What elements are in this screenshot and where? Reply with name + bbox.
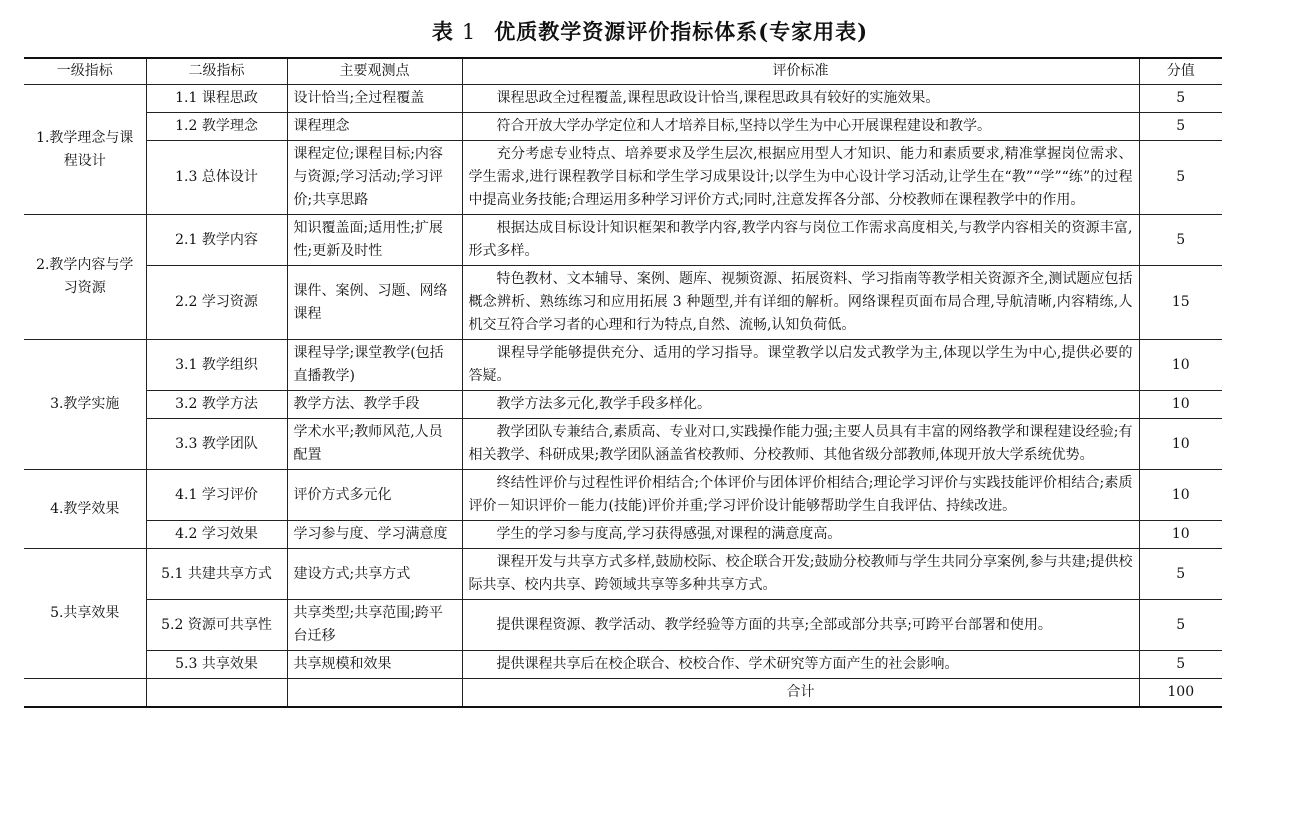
level2-cell: 4.1 学习评价 <box>146 470 287 521</box>
criteria-text: 根据达成目标设计知识框架和教学内容,教学内容与岗位工作需求高度相关,与教学内容相关的资源丰富,形式多样。 <box>468 220 1133 259</box>
level1-cell: 5.共享效果 <box>24 549 146 679</box>
criteria-cell <box>462 215 1139 266</box>
criteria-cell <box>462 141 1139 215</box>
score-cell: 10 <box>1139 419 1222 470</box>
criteria-text: 课程导学能够提供充分、适用的学习指导。课堂教学以启发式教学为主,体现以学生为中心,提供必要的答疑。 <box>468 345 1133 384</box>
criteria-text: 课程开发与共享方式多样,鼓励校际、校企联合开发;鼓励分校教师与学生共同分享案例,参与共建;提供校际共享、校内共享、跨领域共享等多种共享方式。 <box>468 554 1133 593</box>
observation-cell: 学术水平;教师风范,人员配置 <box>287 419 462 470</box>
score-cell: 10 <box>1139 470 1222 521</box>
criteria-cell <box>462 340 1139 391</box>
table-title-label: 表 <box>431 19 454 44</box>
table-title <box>0 16 1300 46</box>
criteria-text: 提供课程资源、教学活动、教学经验等方面的共享;全部或部分共享;可跨平台部署和使用。 <box>496 616 1052 633</box>
header-score: 分值 <box>1139 58 1222 85</box>
level1-cell: 1.教学理念与课程设计 <box>24 85 146 215</box>
score-cell: 5 <box>1139 651 1222 679</box>
observation-cell: 建设方式;共享方式 <box>287 549 462 600</box>
level2-cell: 3.2 教学方法 <box>146 391 287 419</box>
table-row <box>24 141 1222 215</box>
level1-cell: 3.教学实施 <box>24 340 146 470</box>
total-score: 100 <box>1139 679 1222 708</box>
total-label: 合计 <box>462 679 1139 708</box>
level2-cell: 3.1 教学组织 <box>146 340 287 391</box>
header-row <box>24 58 1222 85</box>
table-row <box>24 470 1222 521</box>
criteria-cell <box>462 651 1139 679</box>
level2-cell: 1.2 教学理念 <box>146 113 287 141</box>
score-cell: 5 <box>1139 600 1222 651</box>
table-row <box>24 340 1222 391</box>
level2-cell: 5.2 资源可共享性 <box>146 600 287 651</box>
criteria-text: 教学团队专兼结合,素质高、专业对口,实践操作能力强;主要人员具有丰富的网络教学和课程建设经验;有相关教学、科研成果;教学团队涵盖省校教师、分校教师、其他省级分部教师,体现开放大学系统优势。 <box>468 424 1133 463</box>
criteria-text: 充分考虑专业特点、培养要求及学生层次,根据应用型人才知识、能力和素质要求,精准掌握岗位需求、学生需求,进行课程教学目标和学生学习成果设计;以学生为中心设计学习活动,让学生在“教”“学”“练”的过程中提高业务技能;合理运用多种学习评价方式;同时,注意发挥各分部、分校教师在课程教学中的作用。 <box>468 146 1133 208</box>
level2-cell: 4.2 学习效果 <box>146 521 287 549</box>
level2-cell: 5.3 共享效果 <box>146 651 287 679</box>
table-row <box>24 266 1222 340</box>
table-row <box>24 85 1222 113</box>
score-cell: 10 <box>1139 521 1222 549</box>
criteria-cell <box>462 85 1139 113</box>
observation-cell: 课件、案例、习题、网络课程 <box>287 266 462 340</box>
level2-cell: 1.3 总体设计 <box>146 141 287 215</box>
criteria-text: 提供课程共享后在校企联合、校校合作、学术研究等方面产生的社会影响。 <box>496 656 959 672</box>
criteria-cell <box>462 600 1139 651</box>
observation-cell: 共享类型;共享范围;跨平台迁移 <box>287 600 462 651</box>
table-row <box>24 113 1222 141</box>
level2-cell: 2.1 教学内容 <box>146 215 287 266</box>
total-empty-cell <box>24 679 146 708</box>
criteria-cell <box>462 549 1139 600</box>
table-row <box>24 549 1222 600</box>
observation-cell: 学习参与度、学习满意度 <box>287 521 462 549</box>
criteria-text: 符合开放大学办学定位和人才培养目标,坚持以学生为中心开展课程建设和教学。 <box>496 118 991 134</box>
observation-cell: 设计恰当;全过程覆盖 <box>287 85 462 113</box>
level1-cell: 2.教学内容与学习资源 <box>24 215 146 340</box>
table-row <box>24 651 1222 679</box>
criteria-text: 特色教材、文本辅导、案例、题库、视频资源、拓展资料、学习指南等教学相关资源齐全,测试题应包括概念辨析、熟练练习和应用拓展 3 种题型,并有详细的解析。网络课程页面布局合理,导航清晰,内容精练,人机交互符合学习者的心理和行为特点,自然、流畅,认知负荷低。 <box>468 271 1133 333</box>
criteria-cell <box>462 521 1139 549</box>
table-title-number: 1 <box>461 20 477 44</box>
level2-cell: 5.1 共建共享方式 <box>146 549 287 600</box>
score-cell: 5 <box>1139 85 1222 113</box>
score-cell: 10 <box>1139 340 1222 391</box>
criteria-cell <box>462 266 1139 340</box>
criteria-text: 课程思政全过程覆盖,课程思政设计恰当,课程思政具有较好的实施效果。 <box>496 90 940 106</box>
score-cell: 5 <box>1139 141 1222 215</box>
criteria-cell <box>462 470 1139 521</box>
criteria-text: 学生的学习参与度高,学习获得感强,对课程的满意度高。 <box>496 526 842 542</box>
observation-cell: 课程理念 <box>287 113 462 141</box>
observation-cell: 教学方法、教学手段 <box>287 391 462 419</box>
score-cell: 15 <box>1139 266 1222 340</box>
total-row <box>24 679 1222 708</box>
table-row <box>24 521 1222 549</box>
observation-cell: 课程导学;课堂教学(包括直播教学) <box>287 340 462 391</box>
table-row <box>24 419 1222 470</box>
table-row <box>24 600 1222 651</box>
table-row <box>24 391 1222 419</box>
table-row <box>24 215 1222 266</box>
total-empty-cell <box>146 679 287 708</box>
criteria-cell <box>462 391 1139 419</box>
level2-cell: 1.1 课程思政 <box>146 85 287 113</box>
level2-cell: 3.3 教学团队 <box>146 419 287 470</box>
header-level1: 一级指标 <box>24 58 146 85</box>
criteria-cell <box>462 419 1139 470</box>
evaluation-table <box>24 57 1222 708</box>
header-observation: 主要观测点 <box>287 58 462 85</box>
level1-cell: 4.教学效果 <box>24 470 146 549</box>
score-cell: 5 <box>1139 215 1222 266</box>
observation-cell: 知识覆盖面;适用性;扩展性;更新及时性 <box>287 215 462 266</box>
level2-cell: 2.2 学习资源 <box>146 266 287 340</box>
observation-cell: 评价方式多元化 <box>287 470 462 521</box>
header-criteria: 评价标准 <box>462 58 1139 85</box>
total-empty-cell <box>287 679 462 708</box>
score-cell: 5 <box>1139 113 1222 141</box>
criteria-text: 终结性评价与过程性评价相结合;个体评价与团体评价相结合;理论学习评价与实践技能评价相结合;素质评价－知识评价－能力(技能)评价并重;学习评价设计能够帮助学生自我评估、持续改进。 <box>468 475 1133 514</box>
observation-cell: 共享规模和效果 <box>287 651 462 679</box>
score-cell: 5 <box>1139 549 1222 600</box>
observation-cell: 课程定位;课程目标;内容与资源;学习活动;学习评价;共享思路 <box>287 141 462 215</box>
header-level2: 二级指标 <box>146 58 287 85</box>
score-cell: 10 <box>1139 391 1222 419</box>
criteria-text: 教学方法多元化,教学手段多样化。 <box>496 396 711 412</box>
criteria-cell <box>462 113 1139 141</box>
table-title-text: 优质教学资源评价指标体系(专家用表) <box>494 19 869 44</box>
